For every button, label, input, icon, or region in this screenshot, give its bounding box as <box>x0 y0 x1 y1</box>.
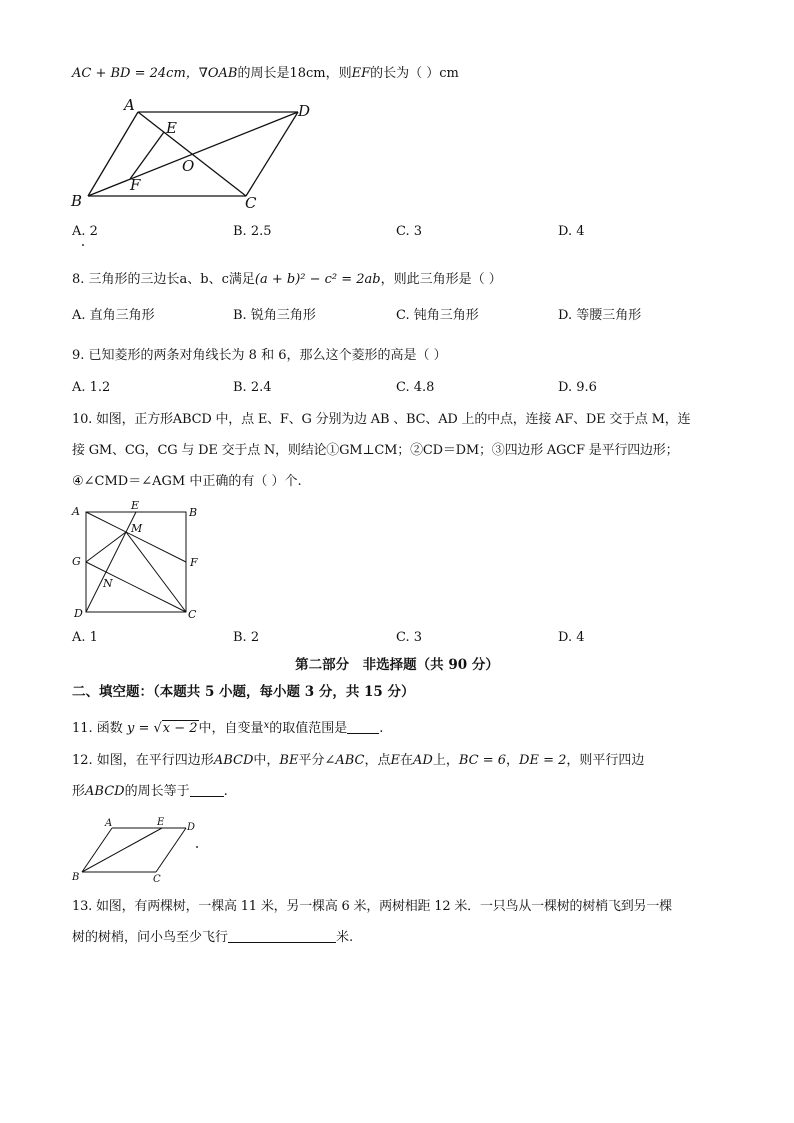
q12-ad: AD <box>413 753 433 768</box>
q10-segment-GM <box>86 532 126 562</box>
q10-label-N: N <box>103 577 113 590</box>
q12-p4: ，点 <box>364 753 391 768</box>
q10-label-C: C <box>188 608 197 621</box>
q7-option-c[interactable]: C. 3 <box>396 224 423 239</box>
q11-formula-y: y <box>126 721 135 736</box>
part2-title: 第二部分 非选择题（共 90 分） <box>295 657 499 673</box>
q11-mid: 中，自变量 <box>198 721 264 736</box>
q7-stem <box>72 64 459 84</box>
q7-options <box>72 222 732 242</box>
q11-end: . <box>379 721 384 736</box>
q8-options <box>72 306 732 326</box>
q12-end: . <box>223 784 228 799</box>
section-fill-in-header: 二、填空题：（本题共 5 小题，每小题 3 分，共 15 分） <box>72 684 415 700</box>
q13-stem-line1: 13. 如图，有两棵树，一棵高 11 米，另一棵高 6 米，两树相距 12 米．一只鸟从一棵树的树梢飞到另一棵 <box>72 899 672 914</box>
q10-options <box>72 628 732 648</box>
q12-line2-abcd: ABCD <box>85 784 125 799</box>
q7-label-C: C <box>245 194 257 212</box>
q10-option-c[interactable]: C. 3 <box>396 630 423 645</box>
q7-stem-part5: 的长为（ ）cm <box>370 66 459 81</box>
q12-be: BE <box>279 753 299 768</box>
q7-option-d[interactable]: D. 4 <box>558 224 585 239</box>
q12-p2: 中， <box>253 753 280 768</box>
q10-option-b[interactable]: B. 2 <box>233 630 260 645</box>
q11-var: x <box>263 720 270 731</box>
q10-square-figure <box>68 500 206 624</box>
q8-option-d[interactable]: D. 等腰三角形 <box>558 308 642 323</box>
q7-stem-part4: EF <box>351 66 371 81</box>
q7-side-CD <box>246 112 298 196</box>
q13-answer-blank[interactable] <box>228 928 336 943</box>
q11-prefix: 11. 函数 <box>72 721 123 736</box>
q8-stem-part2: ，则此三角形是（ ） <box>380 272 502 287</box>
q8-option-c[interactable]: C. 钝角三角形 <box>396 308 479 323</box>
q11-formula-eq: = <box>134 721 154 736</box>
q10-label-B: B <box>189 506 198 519</box>
q12-angle-abc: ∠ABC <box>324 753 365 768</box>
q7-label-D: D <box>298 102 311 120</box>
q12-side-CD <box>156 828 186 872</box>
q8-stem <box>72 270 502 290</box>
q10-segment-DE <box>86 512 136 612</box>
q7-label-A: A <box>124 96 135 114</box>
q11-answer-blank[interactable] <box>347 719 379 734</box>
q10-label-E: E <box>131 500 140 512</box>
q8-formula: (a + b)² − c² = 2ab <box>254 272 381 287</box>
q10-option-a[interactable]: A. 1 <box>72 630 98 645</box>
q12-p8: ，则平行四边 <box>566 753 645 768</box>
q12-side-AB <box>82 828 112 872</box>
stray-mark <box>82 244 84 246</box>
q12-label-A: A <box>105 818 113 829</box>
q7-stem-part1: AC + BD = 24cm， <box>72 66 199 81</box>
q12-label-B: B <box>72 872 80 883</box>
q12-answer-blank[interactable] <box>190 782 224 797</box>
q10-stem-line1: 10. 如图，正方形ABCD 中，点 E、F、G 分别为边 AB 、BC、AD 上的中点，连接 AF、DE 交于点 M，连 <box>72 412 691 427</box>
q10-segment-CM <box>126 532 186 612</box>
q12-e: E <box>390 753 400 768</box>
q12-line2-p2: 的周长等于 <box>124 784 190 799</box>
q12-stem-line1 <box>72 751 644 771</box>
q10-segment-CG <box>86 562 186 612</box>
q12-label-C: C <box>153 874 161 884</box>
q12-label-E: E <box>157 817 165 828</box>
q7-label-F: F <box>130 176 141 194</box>
q11-stem <box>72 716 383 739</box>
q10-label-F: F <box>190 556 198 569</box>
q12-abcd: ABCD <box>213 753 254 768</box>
q10-segment-AF <box>86 512 186 562</box>
q12-p6: 上， <box>432 753 459 768</box>
q11-suffix: 的取值范围是 <box>269 721 348 736</box>
q8-stem-part1: 8. 三角形的三边长a、b、c满足 <box>72 272 255 287</box>
q7-label-B: B <box>71 192 83 210</box>
q10-label-G: G <box>72 555 81 568</box>
q7-option-b[interactable]: B. 2.5 <box>233 224 272 239</box>
q10-label-M: M <box>131 522 143 535</box>
q9-option-d[interactable]: D. 9.6 <box>558 380 597 395</box>
q7-stem-part3: 的周长是18cm，则 <box>237 66 352 81</box>
q7-parallelogram-figure <box>68 96 328 214</box>
q12-label-D: D <box>187 822 196 833</box>
q7-diagonal-BD <box>88 112 298 196</box>
q12-stem-line2 <box>72 782 228 802</box>
q9-option-c[interactable]: C. 4.8 <box>396 380 435 395</box>
q12-p3: 平分 <box>298 753 325 768</box>
q9-option-b[interactable]: B. 2.4 <box>233 380 272 395</box>
q9-stem: 9. 已知菱形的两条对角线长为 8 和 6，那么这个菱形的高是（ ） <box>72 348 447 363</box>
q7-label-O: O <box>182 157 195 175</box>
q9-options <box>72 378 732 398</box>
q12-p7: ， <box>506 753 520 768</box>
q7-label-E: E <box>166 119 177 137</box>
q7-option-a[interactable]: A. 2 <box>72 224 98 239</box>
q11-radicand: x − 2 <box>162 721 198 736</box>
q13-stem-line2 <box>72 928 353 948</box>
q10-label-D: D <box>74 607 83 620</box>
stray-mark-2 <box>196 846 198 848</box>
q10-stem-line2: 接 GM、CG，CG 与 DE 交于点 N，则结论①GM⊥CM；②CD＝DM；③四边形 AGCF 是平行四边形； <box>72 443 679 458</box>
q10-label-A: A <box>72 505 80 518</box>
q12-p5: 在 <box>400 753 414 768</box>
q10-option-d[interactable]: D. 4 <box>558 630 585 645</box>
q12-parallelogram-figure <box>68 814 204 884</box>
q7-stem-part2: ∇OAB <box>198 66 238 81</box>
q9-option-a[interactable]: A. 1.2 <box>72 380 111 395</box>
q12-de2: DE = 2 <box>519 753 567 768</box>
q12-p1: 12. 如图，在平行四边形 <box>72 753 214 768</box>
q8-option-a[interactable]: A. 直角三角形 <box>72 308 155 323</box>
q10-stem-line3: ④∠CMD＝∠AGM 中正确的有（ ）个. <box>72 474 302 489</box>
q11-sqrt-sign: √ <box>153 721 162 736</box>
q13-line2-p2: 米. <box>336 930 354 945</box>
q12-bc6: BC = 6 <box>458 753 507 768</box>
q12-line2-p1: 形 <box>72 784 86 799</box>
q13-line2-p1: 树的树梢，问小鸟至少飞行 <box>72 930 229 945</box>
q12-segment-BE <box>82 828 162 872</box>
q8-option-b[interactable]: B. 锐角三角形 <box>233 308 316 323</box>
